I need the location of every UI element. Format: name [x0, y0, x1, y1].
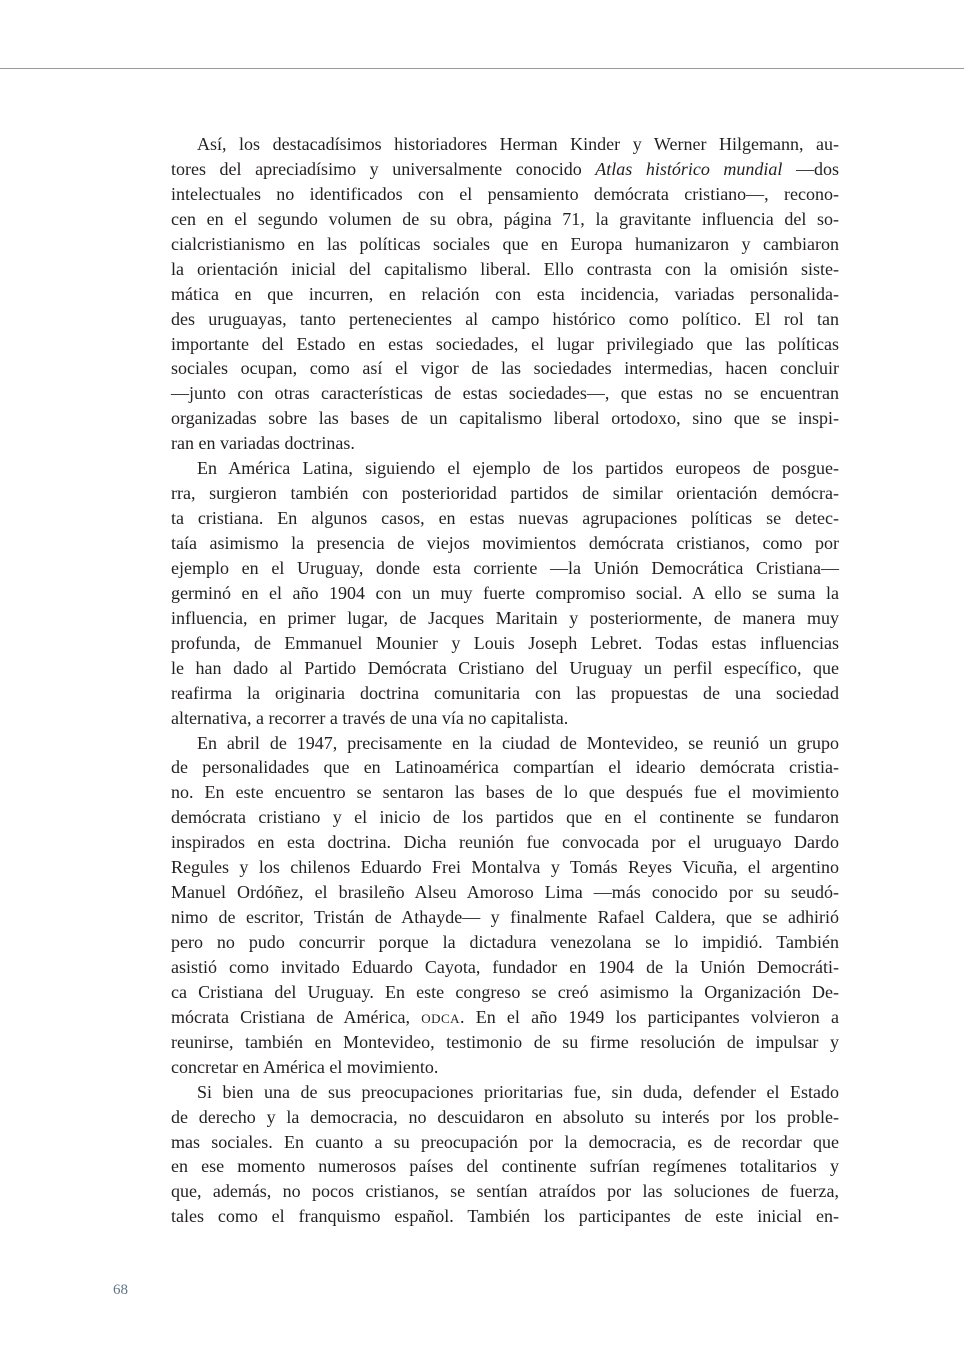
paragraph — [171, 1080, 839, 1230]
text-line: En abril de 1947, precisamente en la ciudad de Montevideo, se reunió un grupo — [197, 732, 839, 753]
text-line — [171, 1005, 839, 1030]
paragraph — [171, 731, 839, 1080]
text-line: taía asimismo la presencia de viejos movimientos demócrata cristianos, como por — [171, 533, 839, 553]
text-line: ejemplo en el Uruguay, donde esta corriente —la Unión Democrática Cristiana— — [171, 557, 839, 578]
text-line: sociales ocupan, como así el vigor de las sociedades intermedias, hacen concluir — [171, 358, 839, 379]
text-line: Regules y los chilenos Eduardo Frei Montalva y Tomás Reyes Vicuña, el argentino — [171, 857, 839, 878]
text-line: en ese momento numerosos países del continente sufrían regímenes totalitarios y — [171, 1156, 839, 1177]
text-line: asistió como invitado Eduardo Cayota, fundador en 1904 de la Unión Democráti- — [171, 956, 839, 977]
text-line: reafirma la originaria doctrina comunitaria con las propuestas de una sociedad — [171, 682, 839, 703]
text-line: pero no pudo concurrir porque la dictadura venezolana se lo impidió. También — [171, 932, 839, 952]
text-line: demócrata cristiano y el inicio de los partidos que en el continente se fundaron — [171, 807, 839, 828]
text-line: concretar en América el movimiento. — [171, 1056, 439, 1077]
text-line: le han dado al Partido Demócrata Cristiano del Uruguay un perfil específico, que — [171, 657, 839, 678]
text-line: ca Cristiana del Uruguay. En este congreso se creó asimismo la Organización De- — [171, 981, 839, 1002]
text-line: Si bien una de sus preocupaciones prioritarias fue, sin duda, defender el Estado — [197, 1081, 839, 1102]
text-line: ta cristiana. En algunos casos, en estas nuevas agrupaciones políticas se detec- — [171, 508, 839, 529]
text-line: cen en el segundo volumen de su obra, página 71, la gravitante influencia del so- — [171, 208, 839, 229]
text-line: nimo de escritor, Tristán de Athayde— y finalmente Rafael Caldera, que se adhirió — [171, 907, 839, 928]
text-line: de personalidades que en Latinoamérica compartían el ideario demócrata cristia- — [171, 757, 839, 778]
book-title-italic: Atlas histórico mundial — [595, 158, 783, 179]
text-line: influencia, en primer lugar, de Jacques Maritain y posteriormente, de manera muy — [171, 607, 839, 628]
text-line: que, además, no pocos cristianos, se sentían atraídos por las soluciones de fuerza, — [171, 1181, 839, 1202]
page-number: 68 — [113, 1282, 128, 1298]
text-span: mócrata Cristiana de América, — [171, 1006, 422, 1027]
text-line: mática en que incurren, en relación con esta incidencia, variadas personalida- — [171, 283, 839, 304]
text-span: —dos — [782, 158, 839, 179]
text-line: inspirados en esta doctrina. Dicha reunión fue convocada por el uruguayo Dardo — [171, 832, 839, 853]
text-line: alternativa, a recorrer a través de una vía no capitalista. — [171, 707, 569, 728]
text-span: tores del apreciadísimo y universalmente conocido — [171, 158, 596, 179]
text-line: Manuel Ordóñez, el brasileño Alseu Amoroso Lima —más conocido por su seudó- — [171, 882, 839, 903]
text-line: importante del Estado en estas sociedades, el lugar privilegiado que las políticas — [171, 333, 839, 354]
text-line: de derecho y la democracia, no descuidaron en absoluto su interés por los proble- — [171, 1106, 839, 1127]
text-line: Así, los destacadísimos historiadores Herman Kinder y Werner Hilgemann, au- — [197, 134, 839, 154]
text-line: mas sociales. En cuanto a su preocupación por la democracia, es de recordar que — [171, 1131, 839, 1152]
text-line: organizadas sobre las bases de un capitalismo liberal ortodoxo, sino que se inspi- — [171, 408, 839, 429]
text-line: des uruguayas, tanto pertenecientes al campo histórico como político. El rol tan — [171, 308, 839, 329]
paragraph — [171, 132, 839, 456]
header-rule — [0, 68, 964, 69]
text-line — [171, 157, 839, 182]
text-line: germinó en el año 1904 con un muy fuerte compromiso social. A ello se suma la — [171, 582, 839, 603]
text-line: ran en variadas doctrinas. — [171, 433, 355, 454]
text-line: rra, surgieron también con posterioridad partidos de similar orientación demócra- — [171, 483, 839, 504]
text-line: no. En este encuentro se sentaron las bases de lo que después fue el movimiento — [171, 782, 839, 803]
text-line: intelectuales no identificados con el pensamiento demócrata cristiano—, recono- — [171, 183, 839, 204]
body-text — [171, 132, 839, 1229]
acronym-smallcaps: odca — [421, 1006, 461, 1027]
text-line: profunda, de Emmanuel Mounier y Louis Joseph Lebret. Todas estas influencias — [171, 632, 839, 653]
text-line: reunirse, también en Montevideo, testimonio de su firme resolución de impulsar y — [171, 1031, 839, 1052]
text-line: En América Latina, siguiendo el ejemplo de los partidos europeos de posgue- — [197, 458, 839, 479]
text-line: la orientación inicial del capitalismo liberal. Ello contrasta con la omisión siste- — [171, 258, 839, 279]
text-line: tales como el franquismo español. También los participantes de este inicial en- — [171, 1206, 839, 1227]
paragraph — [171, 456, 839, 730]
text-span: . En el año 1949 los participantes volvieron a — [460, 1006, 839, 1027]
text-line: —junto con otras características de estas sociedades—, que estas no se encuentran — [171, 383, 839, 404]
text-line: cialcristianismo en las políticas sociales que en Europa humanizaron y cambiaron — [171, 233, 839, 254]
